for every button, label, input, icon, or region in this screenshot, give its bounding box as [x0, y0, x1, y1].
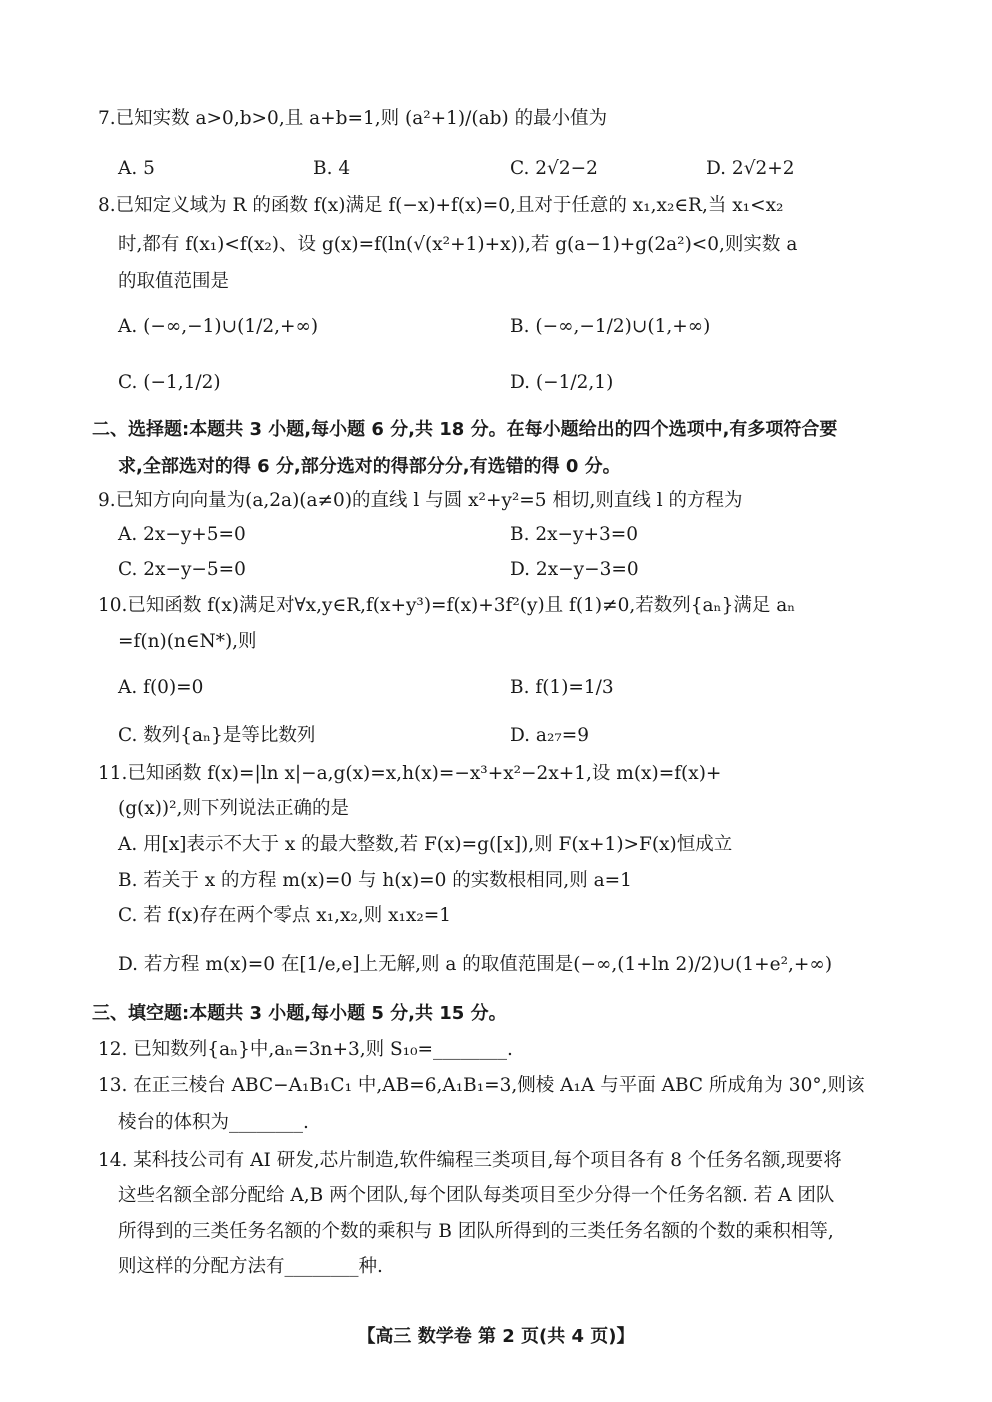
q14-line-1: 14. 某科技公司有 AI 研发,芯片制造,软件编程三类项目,每个项目各有 8 个任务名额,现要将	[98, 1150, 842, 1171]
section-2-heading-line-1: 二、选择题:本题共 3 小题,每小题 6 分,共 18 分。在每小题给出的四个选项中,有多项符合要	[92, 419, 838, 440]
q7-option-c: C. 2√2−2	[510, 158, 598, 179]
q10-stem-line-1: 10.已知函数 f(x)满足对∀x,y∈R,f(x+y³)=f(x)+3f²(y)且 f(1)≠0,若数列{aₙ}满足 aₙ	[98, 595, 796, 616]
q8-option-b: B. (−∞,−1/2)∪(1,+∞)	[510, 316, 711, 337]
q7-option-d: D. 2√2+2	[706, 158, 795, 179]
q8-option-c: C. (−1,1/2)	[118, 372, 221, 393]
q11-option-a: A. 用[x]表示不大于 x 的最大整数,若 F(x)=g([x]),则 F(x+1)>F(x)恒成立	[118, 834, 733, 855]
q10-stem-line-2: =f(n)(n∈N*),则	[118, 631, 257, 652]
q12: 12. 已知数列{aₙ}中,aₙ=3n+3,则 S₁₀=________.	[98, 1039, 513, 1060]
q9-option-b: B. 2x−y+3=0	[510, 524, 639, 545]
q9-option-c: C. 2x−y−5=0	[118, 559, 246, 580]
q9-stem: 9.已知方向向量为(a,2a)(a≠0)的直线 l 与圆 x²+y²=5 相切,则直线 l 的方程为	[98, 490, 743, 511]
q11-stem-line-2: (g(x))²,则下列说法正确的是	[118, 798, 349, 819]
q7-option-a: A. 5	[118, 158, 155, 179]
q10-option-b: B. f(1)=1/3	[510, 677, 614, 698]
q14-line-3: 所得到的三类任务名额的个数的乘积与 B 团队所得到的三类任务名额的个数的乘积相等,	[118, 1221, 834, 1242]
q14-line-2: 这些名额全部分配给 A,B 两个团队,每个团队每类项目至少分得一个任务名额. 若 A 团队	[118, 1185, 835, 1206]
q13-line-1: 13. 在正三棱台 ABC−A₁B₁C₁ 中,AB=6,A₁B₁=3,侧棱 A₁A 与平面 ABC 所成角为 30°,则该	[98, 1075, 865, 1096]
section-2-heading-line-2: 求,全部选对的得 6 分,部分选对的得部分分,有选错的得 0 分。	[118, 456, 621, 477]
q9-option-a: A. 2x−y+5=0	[118, 524, 246, 545]
q8-stem-line-1: 8.已知定义域为 R 的函数 f(x)满足 f(−x)+f(x)=0,且对于任意的 x₁,x₂∈R,当 x₁<x₂	[98, 195, 784, 216]
q11-option-d: D. 若方程 m(x)=0 在[1/e,e]上无解,则 a 的取值范围是(−∞,(1+ln 2)/2)∪(1+e²,+∞)	[118, 954, 833, 975]
q9-option-d: D. 2x−y−3=0	[510, 559, 639, 580]
q8-option-a: A. (−∞,−1)∪(1/2,+∞)	[118, 316, 319, 337]
q10-option-d: D. a₂₇=9	[510, 725, 590, 746]
q14-line-4: 则这样的分配方法有________种.	[118, 1256, 383, 1277]
q13-line-2: 棱台的体积为________.	[118, 1112, 309, 1133]
q10-option-c: C. 数列{aₙ}是等比数列	[118, 725, 316, 746]
q8-stem-line-3: 的取值范围是	[118, 271, 230, 292]
q8-stem-line-2: 时,都有 f(x₁)<f(x₂)、设 g(x)=f(ln(√(x²+1)+x)),若 g(a−1)+g(2a²)<0,则实数 a	[118, 234, 798, 255]
q11-stem-line-1: 11.已知函数 f(x)=|ln x|−a,g(x)=x,h(x)=−x³+x²−2x+1,设 m(x)=f(x)+	[98, 763, 722, 784]
q11-option-c: C. 若 f(x)存在两个零点 x₁,x₂,则 x₁x₂=1	[118, 905, 452, 926]
q8-option-d: D. (−1/2,1)	[510, 372, 614, 393]
q11-option-b: B. 若关于 x 的方程 m(x)=0 与 h(x)=0 的实数根相同,则 a=1	[118, 870, 632, 891]
page-footer: 【高三 数学卷 第 2 页(共 4 页)】	[357, 1326, 635, 1347]
q7-stem: 7.已知实数 a>0,b>0,且 a+b=1,则 (a²+1)/(ab) 的最小值为	[98, 108, 608, 129]
q7-option-b: B. 4	[313, 158, 351, 179]
q10-option-a: A. f(0)=0	[118, 677, 204, 698]
section-3-heading: 三、填空题:本题共 3 小题,每小题 5 分,共 15 分。	[92, 1003, 507, 1024]
